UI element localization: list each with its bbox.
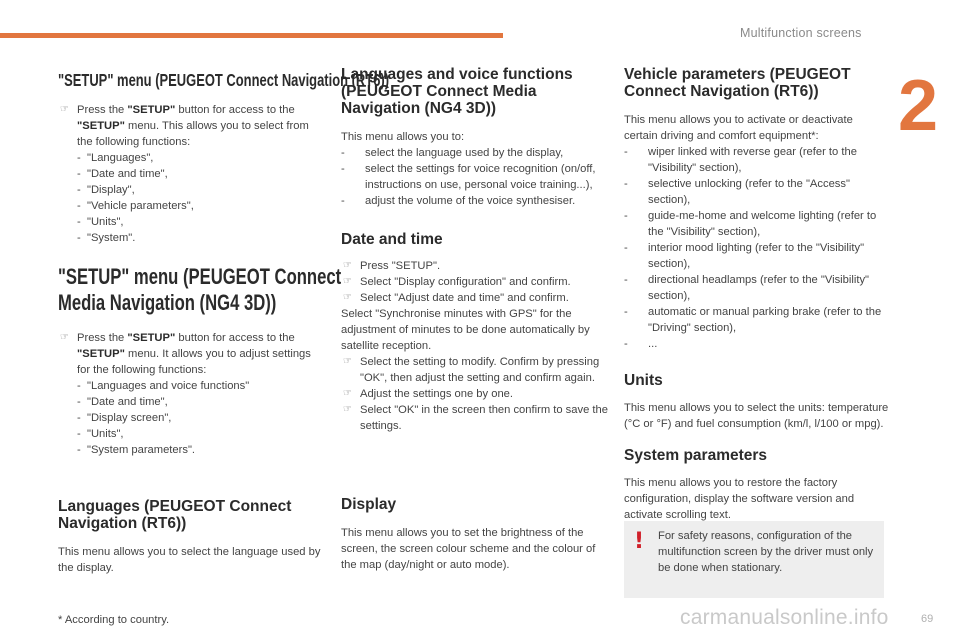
list-item: - select the settings for voice recognition (on/off, instructions on use, personal voice training...), — [341, 163, 596, 191]
list-item: - selective unlocking (refer to the "Access" section), — [624, 178, 850, 206]
list-item: - "System". — [77, 232, 136, 244]
finger-pointer-icon: ☞ — [343, 260, 352, 271]
list-item: - "Languages", — [77, 152, 154, 164]
ng4-setup-block — [58, 330, 323, 458]
list-item: - wiper linked with reverse gear (refer to the "Visibility" section), — [624, 146, 857, 174]
list-item: - "Languages and voice functions" — [77, 380, 250, 392]
list-item: - "Vehicle parameters", — [77, 200, 194, 212]
rt6-setup-intro: ☞ Press the "SETUP" button for access to the "SETUP" menu. This allows you to select from the following functions: — [60, 104, 309, 148]
finger-pointer-icon: ☞ — [343, 276, 352, 287]
date-time-block — [341, 258, 609, 434]
page-number: 69 — [921, 613, 934, 625]
list-item: - "Display screen", — [77, 412, 172, 424]
list-item: ☞ Select the setting to modify. Confirm by pressing "OK", then adjust the setting and confirm again. — [343, 356, 600, 384]
finger-pointer-icon: ☞ — [343, 356, 352, 367]
finger-pointer-icon: ☞ — [60, 104, 69, 115]
finger-pointer-icon: ☞ — [343, 404, 352, 415]
date-time-heading: Date and time — [341, 231, 443, 248]
ng4-setup-heading: "SETUP" menu (PEUGEOT Connect Media Navigation (NG4 3D)) — [58, 264, 342, 315]
footnote: * According to country. — [58, 614, 170, 626]
column-right — [624, 66, 889, 523]
safety-note-box — [624, 521, 884, 598]
rt6-setup-heading: "SETUP" menu (PEUGEOT Connect Navigation (RT6)) — [58, 70, 390, 90]
list-item: - "Units", — [77, 428, 124, 440]
list-item: ☞ Press "SETUP". — [343, 260, 441, 272]
list-item: - "Display", — [77, 184, 135, 196]
system-params-heading: System parameters — [624, 447, 768, 464]
list-item: - "Date and time", — [77, 168, 168, 180]
rt6-setup-block — [58, 102, 323, 246]
list-item: ☞ Select "OK" in the screen then confirm to save the settings. — [343, 404, 608, 432]
list-item: ☞ Adjust the settings one by one. — [343, 388, 513, 400]
display-text: This menu allows you to set the brightness of the screen, the screen colour scheme and the colour of the map (day/night or auto mode). — [341, 527, 596, 571]
safety-note-text: For safety reasons, configuration of the multifunction screen by the driver must only be done when stationary. — [658, 530, 874, 574]
list-item: ☞ Select "Adjust date and time" and confirm. — [343, 292, 569, 304]
list-item: - adjust the volume of the voice synthesiser. — [341, 195, 576, 207]
units-heading: Units — [624, 372, 663, 389]
list-item: - ... — [624, 338, 658, 350]
chapter-number: 2 — [898, 66, 939, 146]
list-item: - guide-me-home and welcome lighting (refer to the "Visibility" section), — [624, 210, 877, 238]
lang-voice-intro: This menu allows you to: — [341, 131, 465, 143]
list-item: - "System parameters". — [77, 444, 196, 456]
list-item: - select the language used by the display, — [341, 147, 564, 159]
lang-voice-heading: Languages and voice functions (PEUGEOT Connect Media Navigation (NG4 3D)) — [341, 66, 573, 117]
finger-pointer-icon: ☞ — [343, 292, 352, 303]
list-item: - automatic or manual parking brake (refer to the "Driving" section), — [624, 306, 882, 334]
list-item: - "Units", — [77, 216, 124, 228]
list-item: - "Date and time", — [77, 396, 168, 408]
ng4-setup-intro: ☞ Press the "SETUP" button for access to the "SETUP" menu. It allows you to adjust settings for the following functions: — [60, 332, 311, 376]
units-text: This menu allows you to select the units: temperature (°C or °F) and fuel consumption (km/l, l/100 or mpg). — [624, 402, 889, 430]
running-head: Multifunction screens — [740, 26, 862, 40]
list-item: ☞ Select "Display configuration" and confirm. — [343, 276, 571, 288]
watermark: carmanualsonline.info — [680, 606, 889, 629]
exclamation-icon: ! — [634, 529, 645, 554]
languages-rt6-text: This menu allows you to select the language used by the display. — [58, 546, 321, 574]
orange-header-bar — [0, 33, 503, 38]
finger-pointer-icon: ☞ — [60, 332, 69, 343]
list-item: - directional headlamps (refer to the "Visibility" section), — [624, 274, 870, 302]
list-item: - interior mood lighting (refer to the "Visibility" section), — [624, 242, 865, 270]
finger-pointer-icon: ☞ — [343, 388, 352, 399]
vehicle-intro: This menu allows you to activate or deactivate certain driving and comfort equipment*: — [624, 114, 853, 142]
date-time-note: Select "Synchronise minutes with GPS" for the adjustment of minutes to be done automatically by satellite reception. — [341, 308, 590, 352]
column-middle — [341, 66, 609, 573]
vehicle-params-heading: Vehicle parameters (PEUGEOT Connect Navigation (RT6)) — [624, 66, 851, 100]
column-left — [58, 70, 390, 628]
system-params-text: This menu allows you to restore the factory configuration, display the software version and activate scrolling text. — [624, 477, 855, 521]
languages-rt6-heading: Languages (PEUGEOT Connect Navigation (RT6)) — [58, 498, 292, 532]
display-heading: Display — [341, 496, 397, 513]
